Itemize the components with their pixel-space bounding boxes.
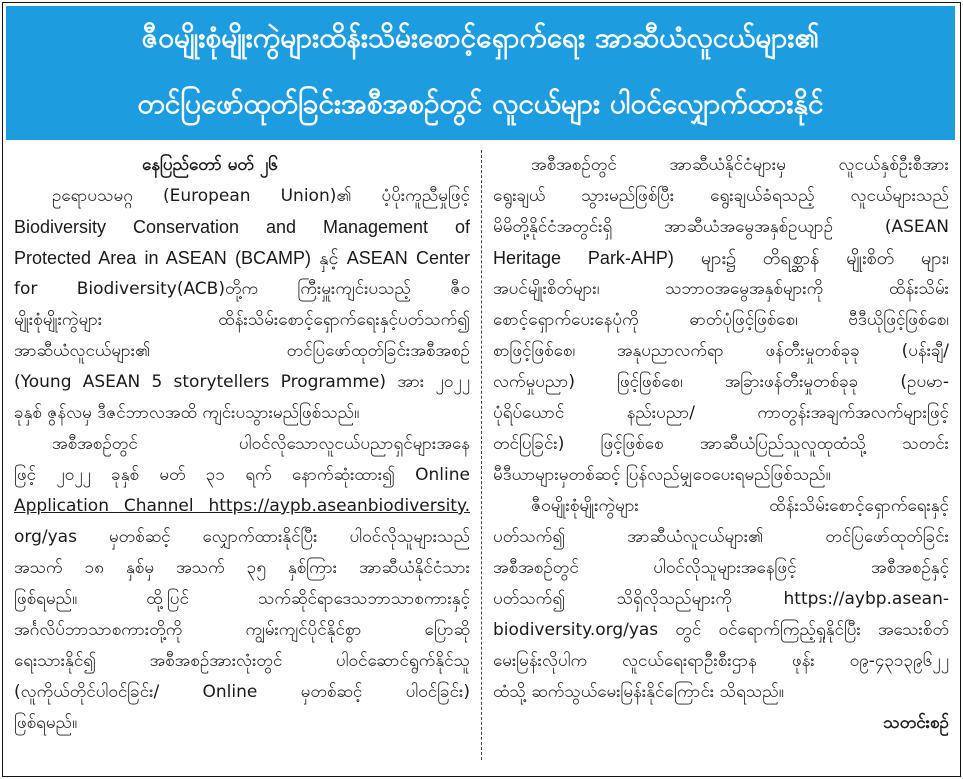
body-line: ပတ်သက်၍ အာဆီယံလူငယ်များ၏ တင်ပြဖော်ထုတ်ခြင်း bbox=[493, 527, 949, 547]
body-line: (လူကိုယ်တိုင်ပါဝင်ခြင်း/ Online မှတစ်ဆင့် ပါဝင်ခြင်း) bbox=[14, 682, 470, 702]
body-line: အစီအစဉ်တွင် ပါဝင်လိုသောလူငယ်ပညာရှင်များအနေ bbox=[52, 434, 470, 454]
url-line[interactable]: Application Channel https://aypb.aseanbiodiversity. bbox=[14, 496, 470, 516]
body-line: ဖြင့် ၂၀၂၂ ခုနှစ် မတ် ၃၁ ရက် နောက်ဆုံးထား၍ Online bbox=[14, 465, 470, 485]
body-line: ခုနှစ် ဇွန်လမှ ဒီဇင်ဘာလအထိ ကျင်းပသွားမည်ဖြစ်သည်။ bbox=[14, 403, 360, 423]
body-line: (Young ASEAN 5 storytellers Programme) အား ၂၀၂၂ bbox=[14, 372, 470, 392]
body-line: ဖြစ်ရမည်။ ထို့ပြင် သက်ဆိုင်ရာဒေသဘာသာစကားနှင့် bbox=[14, 589, 470, 609]
body-line: အစီအစဉ်တွင် ပါဝင်လိုသူများအနေဖြင့် အစီအစဉ်နှင့် bbox=[493, 558, 949, 578]
body-line: for Biodiversity(ACB)တို့က ကြီးမှူးကျင်းပသည့် ဇီဝ bbox=[14, 279, 470, 299]
body-line: Biodiversity Conservation and Management of bbox=[14, 217, 470, 237]
body-line: မေးမြန်းလိုပါက လူငယ်ရေးရာဦးစီးဌာန ဖုန်း ၀၉-၄၃၁၃၉၆၂၂ bbox=[493, 651, 949, 671]
headline-banner bbox=[6, 6, 955, 140]
body-line: Heritage Park-AHP) များ၌ တိရစ္ဆာန် မျိုးစိတ် များ၊ bbox=[493, 248, 949, 268]
headline-line-2: တင်ပြဖော်ထုတ်ခြင်းအစီအစဉ်တွင် လူငယ်များ ပါဝင်လျှောက်ထားနိုင် bbox=[137, 87, 824, 120]
body-line: မီဒီယာများမှတစ်ဆင့် ပြန်လည်မျှဝေပေးရမည်ဖြစ်သည်။ bbox=[493, 465, 831, 485]
byline: သတင်းစဉ် bbox=[883, 713, 949, 733]
body-line: အာဆီယံလူငယ်များ၏ တင်ပြဖော်ထုတ်ခြင်းအစီအစဉ် bbox=[14, 341, 470, 361]
body-line: မျိုးစုံမျိုးကွဲများ ထိန်းသိမ်းစောင့်ရှောက်ရေးနှင့်ပတ်သက်၍ bbox=[14, 310, 470, 330]
body-line: အသက် ၁၈ နှစ်မှ အသက် ၃၅ နှစ်ကြား အာဆီယံနိုင်ငံသား bbox=[14, 558, 470, 578]
column-divider bbox=[481, 150, 482, 760]
body-line: စောင့်ရှောက်ပေးနေပုံကို ဓာတ်ပုံဖြင့်ဖြစ်စေ၊ ဗီဒီယိုဖြင့်ဖြစ်စေ၊ bbox=[493, 310, 949, 330]
body-line: အစီအစဉ်တွင် အာဆီယံနိုင်ငံများမှ လူငယ်နှစ်ဦးစီအား bbox=[531, 155, 949, 175]
body-line: တင်ပြခြင်း) ဖြင့်ဖြစ်စေ အာဆီယံပြည်သူလူထုထံသို့ သတင်း bbox=[493, 434, 949, 454]
body-line: ဖြစ်ရမည်။ bbox=[14, 713, 78, 733]
body-line: စာဖြင့်ဖြစ်စေ၊ အနုပညာလက်ရာ ဖန်တီးမှုတစ်ခုခု (ပန်းချီ/ bbox=[493, 341, 949, 361]
url-line[interactable]: biodiversity.org/yas တွင် ဝင်ရောက်ကြည့်ရှုနိုင်ပြီး အသေးစိတ် bbox=[493, 620, 949, 640]
url-line[interactable]: ပတ်သက်၍ သိရှိလိုသည်များကို https://aybp.asean- bbox=[493, 589, 949, 609]
body-line: ရေးသားနိုင်၍ အစီအစဉ်အားလုံးတွင် ပါဝင်ဆောင်ရွက်နိုင်သူ bbox=[14, 651, 470, 671]
right-column bbox=[493, 150, 949, 739]
body-line: လက်မှုပညာ) ဖြင့်ဖြစ်စေ၊ အခြားဖန်တီးမှုတစ်ခုခု (ဥပမာ- bbox=[493, 372, 949, 392]
body-line: ပုံရိပ်ယောင် နည်းပညာ/ ကာတွန်းအချက်အလက်များဖြင့် bbox=[493, 403, 949, 423]
body-line: ရွေးချယ် သွားမည်ဖြစ်ပြီး ရွေးချယ်ခံရသည့် လူငယ်များသည် bbox=[493, 186, 949, 206]
headline-line-1: ဇီဝမျိုးစုံမျိုးကွဲများထိန်းသိမ်းစောင့်ရှောက်ရေး အာဆီယံလူငယ်များ၏ bbox=[141, 21, 820, 54]
dateline: နေပြည်တော် မတ် ၂၆ bbox=[142, 155, 278, 175]
body-line: Protected Area in ASEAN (BCAMP) နှင့် ASEAN Center bbox=[14, 248, 470, 268]
body-line: အပင်မျိုးစိတ်များ၊ သဘာဝအမွေအနှစ်များကို ထိန်းသိမ်း bbox=[493, 279, 949, 299]
body-line: အင်္ဂလိပ်ဘာသာစကားတို့ကို ကျွမ်းကျင်ပိုင်နိုင်စွာ ပြောဆို bbox=[14, 620, 470, 640]
left-column bbox=[14, 150, 470, 739]
url-line[interactable]: org/yas မှတစ်ဆင့် လျှောက်ထားနိုင်ပြီး ပါဝင်လိုသူများသည် bbox=[14, 527, 470, 547]
body-line: ဇီဝမျိုးစုံမျိုးကွဲများ ထိန်းသိမ်းစောင့်ရှောက်ရေးနှင့် bbox=[531, 496, 949, 516]
body-line: ထံသို့ ဆက်သွယ်မေးမြန်းနိုင်ကြောင်း သိရသည်။ bbox=[493, 682, 784, 702]
body-line: ဥရောပသမဂ္ဂ (European Union)၏ ပံ့ပိုးကူညီမှုဖြင့် bbox=[52, 186, 470, 206]
body-line: မိမိတို့နိုင်ငံအတွင်းရှိ အာဆီယံအမွေအနှစ်ဥယျာဉ် (ASEAN bbox=[493, 217, 949, 237]
